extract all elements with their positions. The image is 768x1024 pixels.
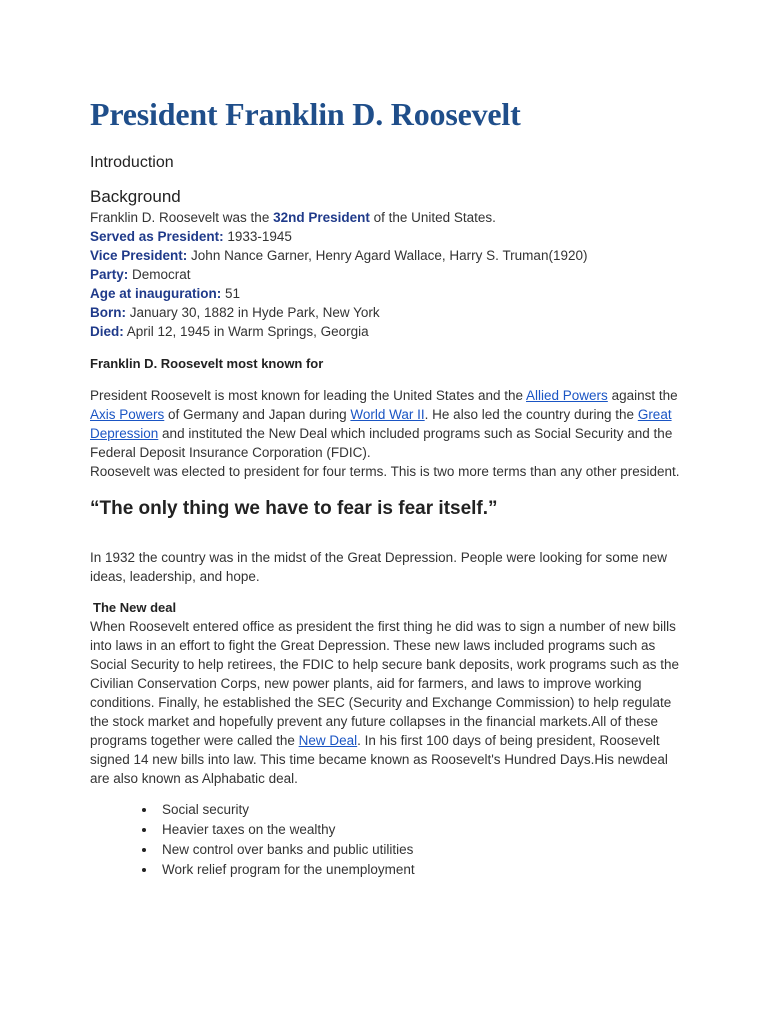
fact-died: [90, 322, 690, 341]
list-item-text: Heavier taxes on the wealthy: [162, 822, 336, 837]
list-item: [90, 840, 690, 860]
fact-label: Died:: [90, 324, 124, 339]
four-terms-paragraph: Roosevelt was elected to president for four terms. This is two more terms than any other president.: [90, 464, 680, 479]
known-for-text: . He also led the country during the: [424, 407, 638, 422]
fact-vice-president: [90, 246, 690, 265]
background-intro-highlight: 32nd President: [273, 210, 370, 225]
fact-value: April 12, 1945 in Warm Springs, Georgia: [123, 324, 369, 339]
background-intro-pre: Franklin D. Roosevelt was the: [90, 210, 274, 225]
bullet-icon: [142, 848, 146, 852]
known-for-text: and instituted the New Deal which included programs such as Social Security and the Federal Deposit Insurance Corporation (FDIC).: [90, 426, 673, 460]
new-deal-link[interactable]: New Deal: [298, 733, 358, 748]
fdr-quote: “The only thing we have to fear is fear itself.”: [90, 498, 498, 519]
bullet-icon: [142, 808, 146, 812]
depression-paragraph: In 1932 the country was in the midst of the Great Depression. People were looking for some new ideas, leadership, and hope.: [90, 550, 668, 584]
fact-label: Age at inauguration:: [90, 286, 222, 301]
fact-age: [90, 284, 690, 303]
new-deal-paragraph: [90, 617, 690, 788]
list-item: [90, 800, 690, 820]
allied-powers-link[interactable]: Allied Powers: [526, 388, 608, 403]
fact-value: January 30, 1882 in Hyde Park, New York: [126, 305, 380, 320]
known-for-heading: Franklin D. Roosevelt most known for: [90, 356, 324, 371]
fact-party: [90, 265, 690, 284]
list-item-text: Social security: [162, 802, 250, 817]
background-intro-line: [90, 208, 690, 227]
fact-label: Born:: [90, 305, 126, 320]
new-deal-heading: The New deal: [93, 600, 177, 615]
background-intro-post: of the United States.: [369, 210, 496, 225]
known-for-text: President Roosevelt is most known for leading the United States and the: [90, 388, 527, 403]
fact-value: Democrat: [128, 267, 191, 282]
list-item-text: Work relief program for the unemployment: [162, 862, 415, 877]
fact-label: Party:: [90, 267, 129, 282]
list-item-text: New control over banks and public utilities: [162, 842, 414, 857]
fact-label: Vice President:: [90, 248, 188, 263]
axis-powers-link[interactable]: Axis Powers: [90, 407, 165, 422]
background-heading: Background: [90, 187, 181, 206]
new-deal-bullet-list: [90, 800, 690, 880]
list-item: [90, 820, 690, 840]
great-depression-link[interactable]: Great Depression: [90, 407, 672, 441]
introduction-heading: Introduction: [90, 154, 174, 171]
bullet-icon: [142, 828, 146, 832]
document-page: [90, 92, 690, 880]
list-item: [90, 860, 690, 880]
bullet-icon: [142, 868, 146, 872]
new-deal-text: . In his first 100 days of being president, Roosevelt signed 14 new bills into law. This time became known as Roosevelt's Hundred Days.His newdeal are also known as Alphabatic deal.: [90, 733, 668, 786]
world-war-ii-link[interactable]: World War II: [350, 407, 425, 422]
fact-value: 1933-1945: [223, 229, 292, 244]
fact-value: 51: [221, 286, 241, 301]
known-for-paragraph: [90, 386, 690, 462]
fact-value: John Nance Garner, Henry Agard Wallace, Harry S. Truman(1920): [187, 248, 588, 263]
fact-label: Served as President:: [90, 229, 224, 244]
fact-served: [90, 227, 690, 246]
fact-born: [90, 303, 690, 322]
known-for-text: against the: [607, 388, 678, 403]
page-title: President Franklin D. Roosevelt: [90, 96, 521, 132]
new-deal-text: When Roosevelt entered office as president the first thing he did was to sign a number of new bills into laws in an effort to fight the Great Depression. These new laws included programs such as Social Security to help retirees, the FDIC to help secure bank deposits, work programs such as the Civilian Conservation Corps, new power plants, aid for farmers, and laws to improve working conditions. Finally, he established the SEC (Security and Exchange Commission) to help regulate the stock market and hopefully prevent any future collapses in the financial markets.All of these programs together were called the: [90, 619, 680, 748]
known-for-text: of Germany and Japan during: [164, 407, 351, 422]
